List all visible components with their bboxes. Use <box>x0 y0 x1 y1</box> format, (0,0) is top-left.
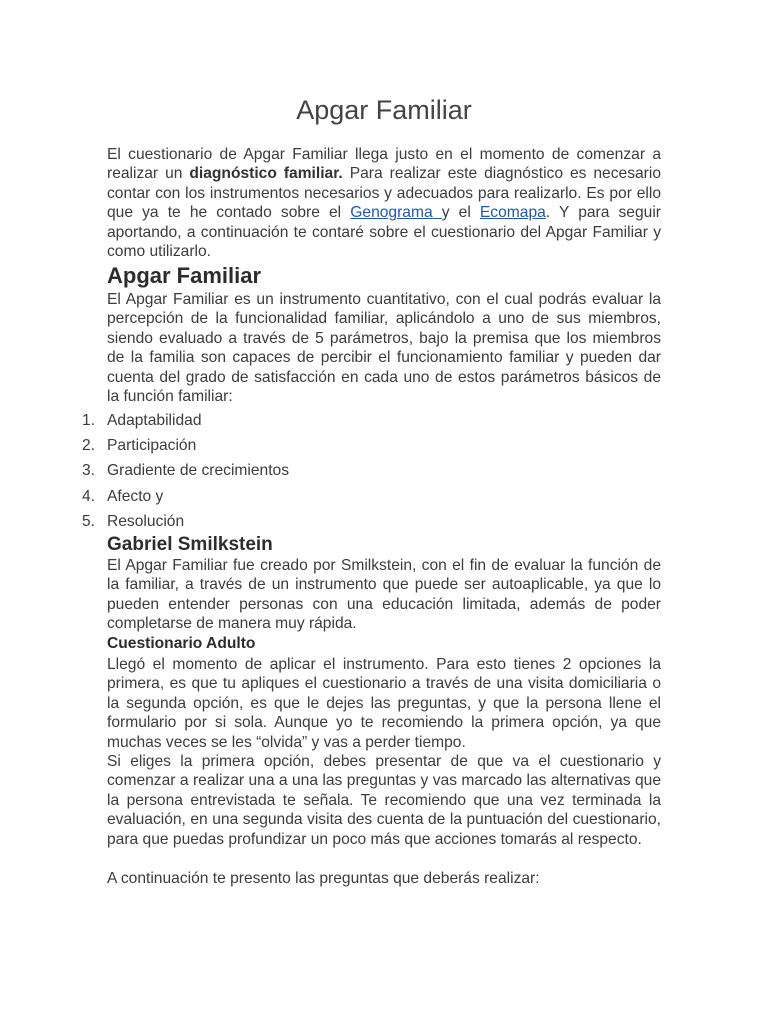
list-number: 5. <box>82 512 96 530</box>
cuestionario-paragraph-1: Llegó el momento de aplicar el instrumento. Para esto tienes 2 opciones la primera, es que tu apliques el cuestionario a través de una visita domiciliaria o la segunda opción, es que le dejes las preguntas, y que la persona llene el formulario por si sola. Aunque yo te recomiendo la primera opción, ya que muchas veces se les “olvida” y vas a perder tiempo. <box>107 656 661 751</box>
list-item <box>82 461 289 486</box>
intro-paragraph <box>107 145 661 261</box>
intro-bold-text: diagnóstico familiar. <box>189 165 343 183</box>
intro-text-1: El cuestionario de Apgar Familiar llega justo en el momento de comenzar a realizar un <box>107 146 661 183</box>
cuestionario-paragraph-2: Si eliges la primera opción, debes presentar de que va el cuestionario y comenzar a realizar una a una las preguntas y vas marcado las alternativas que la persona entrevistada te señala. Te recomiendo que una vez terminada la evaluación, en una segunda visita des cuenta de la puntuación del cuestionario, para que puedas profundizar un poco más que acciones tomarás al respecto. <box>107 753 661 848</box>
apgar-paragraph: El Apgar Familiar es un instrumento cuantitativo, con el cual podrás evaluar la percepción de la funcionalidad familiar, aplicándolo a uno de sus miembros, siendo evaluado a través de 5 parámetros, bajo la premisa que los miembros de la familia son capaces de percibir el funcionamiento familiar y pueden dar cuenta del grado de satisfacción en cada uno de estos parámetros básicos de la función familiar: <box>107 291 661 406</box>
genograma-link[interactable]: Genograma <box>350 204 442 222</box>
parameters-list <box>82 411 289 537</box>
list-number: 3. <box>82 462 96 480</box>
intro-text-2: Para realizar este diagnóstico es necesario contar con los instrumentos necesarios y adecuados para realizarlo. Es por ello que ya te he contado sobre el <box>107 165 661 222</box>
cuestionario-paragraph-3: A continuación te presento las preguntas que deberás realizar: <box>107 870 540 887</box>
list-item <box>82 411 289 436</box>
intro-text-3: y el <box>441 204 480 222</box>
list-number: 4. <box>82 487 96 505</box>
gabriel-paragraph: El Apgar Familiar fue creado por Smilkstein, con el fin de evaluar la función de la familiar, a través de un instrumento que puede ser autoaplicable, ya que lo pueden entender personas con una educación limitada, además de poder completarse de manera muy rápida. <box>107 557 661 633</box>
intro-text-4: . Y para seguir aportando, a continuación te contaré sobre el cuestionario del Apgar Familiar y como utilizarlo. <box>107 204 661 261</box>
list-item-label: Adaptabilidad <box>107 412 202 429</box>
list-number: 2. <box>82 437 96 455</box>
section-heading-cuestionario: Cuestionario Adulto <box>107 635 256 652</box>
list-item-label: Gradiente de crecimientos <box>107 462 290 480</box>
section-heading-apgar: Apgar Familiar <box>107 263 262 288</box>
section-heading-gabriel: Gabriel Smilkstein <box>107 534 273 555</box>
ecomapa-link[interactable]: Ecomapa <box>479 204 546 222</box>
list-item-label: Resolución <box>107 512 185 530</box>
list-item <box>82 487 289 512</box>
list-item-label: Participación <box>107 437 197 455</box>
list-number: 1. <box>82 412 96 429</box>
list-item-label: Afecto y <box>107 487 164 505</box>
list-item <box>82 436 289 461</box>
page-title: Apgar Familiar <box>296 95 472 125</box>
